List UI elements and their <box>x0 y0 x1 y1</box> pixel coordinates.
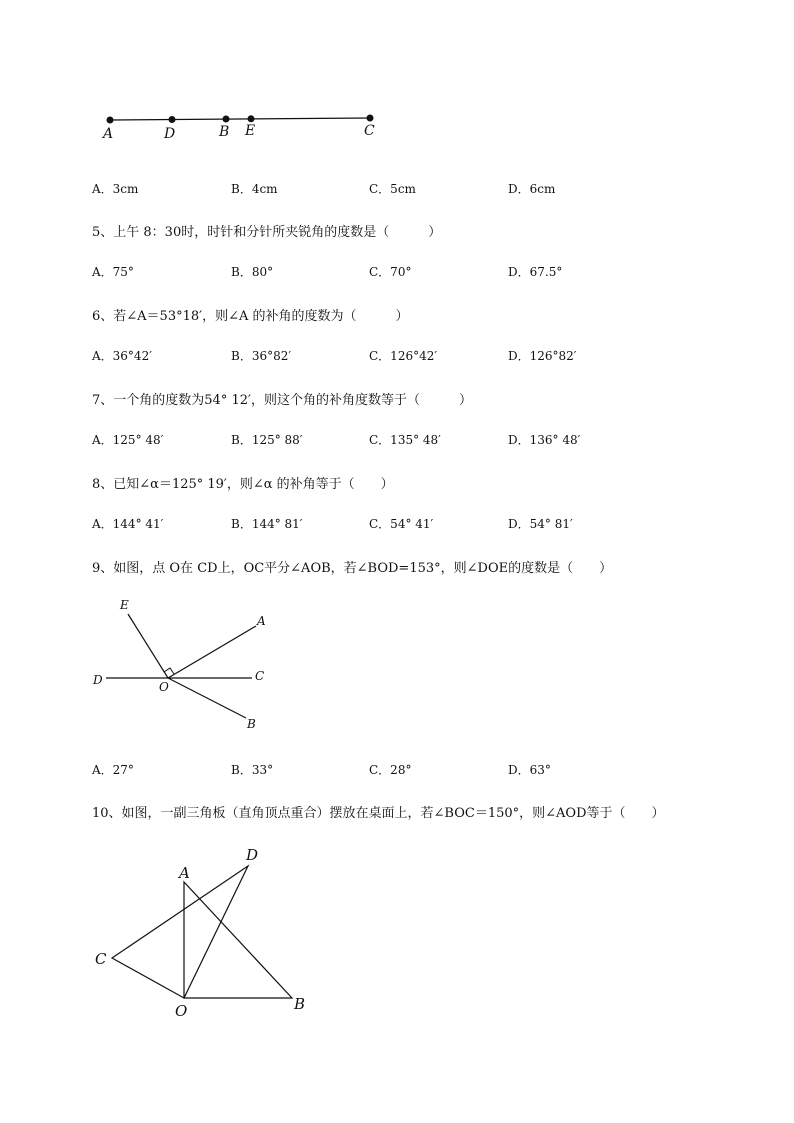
question-8: 8、已知∠α＝125° 19′，则∠α 的补角等于（ ） <box>92 477 394 492</box>
q7-option-a: A．125° 48′ <box>92 433 164 447</box>
q7-option-b: B．125° 88′ <box>231 433 303 447</box>
question-10: 10、如图，一副三角板（直角顶点重合）摆放在桌面上，若∠BOC＝150°，则∠AOD等于（ ） <box>92 806 665 821</box>
point-label-c: C <box>364 123 375 139</box>
q8-option-d: D．54° 81′ <box>508 517 573 531</box>
q9-label-c: C <box>255 669 265 683</box>
q6-option-c: C．126°42′ <box>369 349 438 363</box>
q10-label-b: B <box>294 995 306 1013</box>
q4-option-d: D．6cm <box>508 182 556 196</box>
q5-option-b: B．80° <box>231 265 274 279</box>
question-7: 7、一个角的度数为54° 12′，则这个角的补角度数等于（ ） <box>92 393 472 408</box>
q10-label-a: A <box>179 864 190 882</box>
q5-option-a: A．75° <box>92 265 134 279</box>
q9-label-a: A <box>257 614 266 628</box>
q10-label-c: C <box>95 950 107 968</box>
q6-option-d: D．126°82′ <box>508 349 577 363</box>
q6-option-b: B．36°82′ <box>231 349 292 363</box>
q8-option-a: A．144° 41′ <box>92 517 164 531</box>
q5-option-d: D．67.5° <box>508 265 563 279</box>
q6-option-a: A．36°42′ <box>92 349 152 363</box>
q9-label-d: D <box>93 673 103 687</box>
q9-label-o: O <box>159 680 169 694</box>
point-label-d: D <box>164 126 176 142</box>
question-9: 9、如图，点 O在 CD上，OC平分∠AOB，若∠BOD=153°，则∠DOE的度数是（ ） <box>92 561 613 576</box>
q10-label-o: O <box>175 1002 188 1020</box>
q9-option-c: C．28° <box>369 763 412 777</box>
point-label-a: A <box>103 126 114 142</box>
q4-option-a: A．3cm <box>92 182 139 196</box>
q8-option-c: C．54° 41′ <box>369 517 434 531</box>
q8-option-b: B．144° 81′ <box>231 517 303 531</box>
point-label-b: B <box>219 124 230 140</box>
q7-option-d: D．136° 48′ <box>508 433 581 447</box>
question-5: 5、上午 8：30时，时针和分针所夹锐角的度数是（ ） <box>92 225 442 240</box>
point-label-e: E <box>245 123 256 139</box>
q10-label-d: D <box>246 846 259 864</box>
q4-option-c: C．5cm <box>369 182 416 196</box>
q4-option-b: B．4cm <box>231 182 278 196</box>
q9-option-d: D．63° <box>508 763 551 777</box>
q7-option-c: C．135° 48′ <box>369 433 441 447</box>
q9-label-b: B <box>247 717 256 731</box>
q9-option-a: A．27° <box>92 763 134 777</box>
q5-option-c: C．70° <box>369 265 412 279</box>
q9-label-e: E <box>120 598 129 612</box>
question-6: 6、若∠A＝53°18′，则∠A 的补角的度数为（ ） <box>92 309 409 324</box>
q9-option-b: B．33° <box>231 763 274 777</box>
